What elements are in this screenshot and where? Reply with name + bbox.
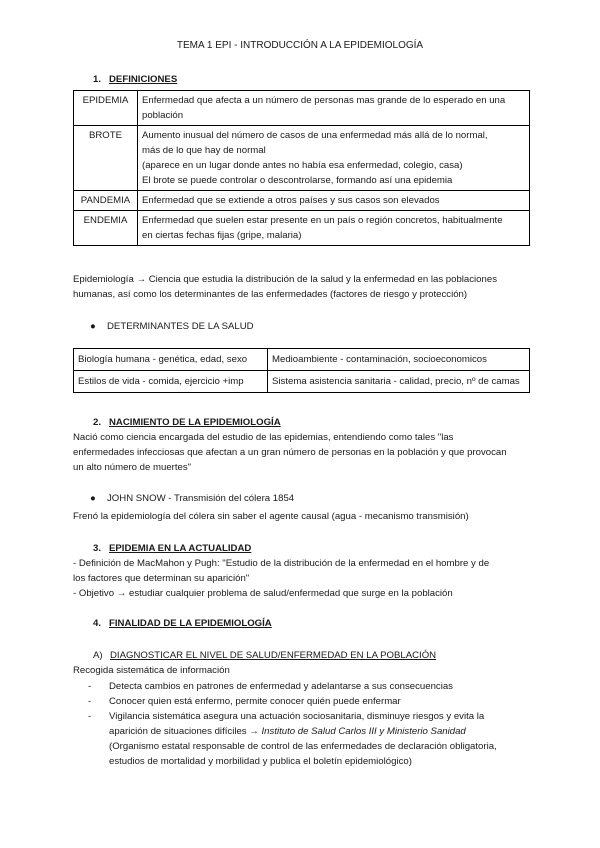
section-1-title: DEFINICIONES bbox=[109, 74, 178, 85]
subsection-a-list bbox=[88, 679, 528, 769]
list-item-text: Conocer quien está enfermo, permite conocer quién puede enfermar bbox=[109, 696, 401, 707]
definition-line: El brote se puede controlar o descontrolarse, formando así una epidemia bbox=[142, 175, 453, 186]
definition-line: (aparece en un lugar donde antes no había esa enfermedad, colegio, casa) bbox=[142, 160, 463, 171]
list-item bbox=[88, 694, 528, 709]
section-3-heading bbox=[93, 541, 251, 556]
subsection-a-intro: Recogida sistemática de información bbox=[73, 665, 230, 676]
term-cell: EPIDEMIA bbox=[74, 91, 138, 126]
term-cell: ENDEMIA bbox=[74, 211, 138, 246]
section-4-heading bbox=[93, 616, 272, 631]
determinants-table bbox=[73, 348, 530, 393]
definition-line: población bbox=[142, 110, 184, 121]
term-cell: PANDEMIA bbox=[74, 191, 138, 211]
table-cell: Estilos de vida - comida, ejercicio +imp bbox=[74, 371, 268, 393]
text-span: aparición de situaciones difíciles → bbox=[109, 726, 262, 737]
determinants-label: DETERMINANTES DE LA SALUD bbox=[107, 321, 254, 332]
term-cell: BROTE bbox=[74, 126, 138, 191]
definition-line: Enfermedad que se extiende a otros países y sus casos son elevados bbox=[142, 195, 440, 206]
text-line: los factores que determinan su aparición" bbox=[73, 573, 250, 584]
section-2-title: NACIMIENTO DE LA EPIDEMIOLOGÍA bbox=[109, 417, 281, 428]
section-1-number: 1. bbox=[93, 74, 102, 85]
definition-line: Aumento inusual del número de casos de una enfermedad más allá de lo normal, bbox=[142, 130, 488, 141]
table-cell: Biología humana - genética, edad, sexo bbox=[74, 349, 268, 371]
definition-line: Enfermedad que suelen estar presente en un país o región concretos, habitualmente bbox=[142, 215, 503, 226]
text-line: Epidemiología → Ciencia que estudia la distribución de la salud y la enfermedad en las poblaciones bbox=[73, 274, 497, 285]
section-3-number: 3. bbox=[93, 543, 102, 554]
definition-line: Enfermedad que afecta a un número de personas mas grande de lo esperado en una bbox=[142, 95, 506, 106]
dash-marker: - bbox=[88, 711, 92, 722]
definition-cell bbox=[138, 211, 530, 246]
definition-line: en ciertas fechas fijas (gripe, malaria) bbox=[142, 230, 302, 241]
section-1-heading bbox=[93, 72, 177, 87]
text-line: un alto número de muertes" bbox=[73, 462, 192, 473]
table-cell: Sistema asistencia sanitaria - calidad, precio, nº de camas bbox=[268, 371, 530, 393]
list-item-text: Detecta cambios en patrones de enfermedad y adelantarse a sus consecuencias bbox=[109, 681, 453, 692]
list-item bbox=[88, 709, 528, 769]
list-item bbox=[88, 679, 528, 694]
text-line: Nació como ciencia encargada del estudio de las epidemias, entendiendo como tales "las bbox=[73, 432, 454, 443]
john-snow-label: JOHN SNOW - Transmisión del cólera 1854 bbox=[107, 493, 295, 504]
john-snow-bullet bbox=[90, 491, 294, 506]
list-item-text: Vigilancia sistemática asegura una actuación sociosanitaria, disminuye riesgos y evita la bbox=[109, 711, 485, 722]
determinants-bullet bbox=[90, 319, 254, 334]
section-2-heading bbox=[93, 415, 281, 430]
section-3-text bbox=[73, 556, 533, 601]
table-row bbox=[74, 91, 530, 126]
dash-marker: - bbox=[88, 681, 92, 692]
table-row bbox=[74, 211, 530, 246]
definition-cell bbox=[138, 91, 530, 126]
text-line: enfermedades infecciosas que afectan a un gran número de personas en la población y que provocan bbox=[73, 447, 507, 458]
text-line: - Objetivo → estudiar cualquier problema de salud/enfermedad que surge en la población bbox=[73, 588, 453, 599]
definitions-table bbox=[73, 90, 530, 246]
table-row bbox=[74, 126, 530, 191]
table-row bbox=[74, 191, 530, 211]
bullet-icon: ● bbox=[90, 493, 96, 504]
text-line: humanas, así como los determinantes de las enfermedades (factores de riesgo y protección) bbox=[73, 289, 468, 300]
table-row bbox=[74, 349, 530, 371]
section-2-number: 2. bbox=[93, 417, 102, 428]
definition-cell bbox=[138, 191, 530, 211]
john-snow-text: Frenó la epidemiología del cólera sin saber el agente causal (agua - mecanismo transmisión) bbox=[73, 511, 469, 522]
subsection-a-label: A) bbox=[93, 650, 103, 661]
table-row bbox=[74, 371, 530, 393]
section-3-title: EPIDEMIA EN LA ACTUALIDAD bbox=[109, 543, 252, 554]
list-item-text: estudios de mortalidad y morbilidad y publica el boletín epidemiológico) bbox=[109, 756, 412, 767]
section-4-number: 4. bbox=[93, 618, 102, 629]
institution-name: Instituto de Salud Carlos III y Ministerio Sanidad bbox=[261, 726, 466, 737]
section-2-text bbox=[73, 430, 533, 475]
section-4-title: FINALIDAD DE LA EPIDEMIOLOGÍA bbox=[109, 618, 272, 629]
table-cell: Medioambiente - contaminación, socioeconomicos bbox=[268, 349, 530, 371]
epidemiology-definition bbox=[73, 272, 533, 302]
list-item-text: (Organismo estatal responsable de control de las enfermedades de declaración obligatoria, bbox=[109, 741, 497, 752]
bullet-icon: ● bbox=[90, 321, 96, 332]
definition-line: más de lo que hay de normal bbox=[142, 145, 266, 156]
text-line: - Definición de MacMahon y Pugh: "Estudio de la distribución de la enfermedad en el hombre y de bbox=[73, 558, 490, 569]
subsection-a-title: DIAGNOSTICAR EL NIVEL DE SALUD/ENFERMEDAD EN LA POBLACIÓN bbox=[110, 650, 437, 661]
definition-cell bbox=[138, 126, 530, 191]
page-title: TEMA 1 EPI - INTRODUCCIÓN A LA EPIDEMIOLOGÍA bbox=[176, 40, 424, 51]
list-item-text bbox=[109, 724, 528, 739]
dash-marker: - bbox=[88, 696, 92, 707]
subsection-a-heading bbox=[93, 648, 436, 663]
